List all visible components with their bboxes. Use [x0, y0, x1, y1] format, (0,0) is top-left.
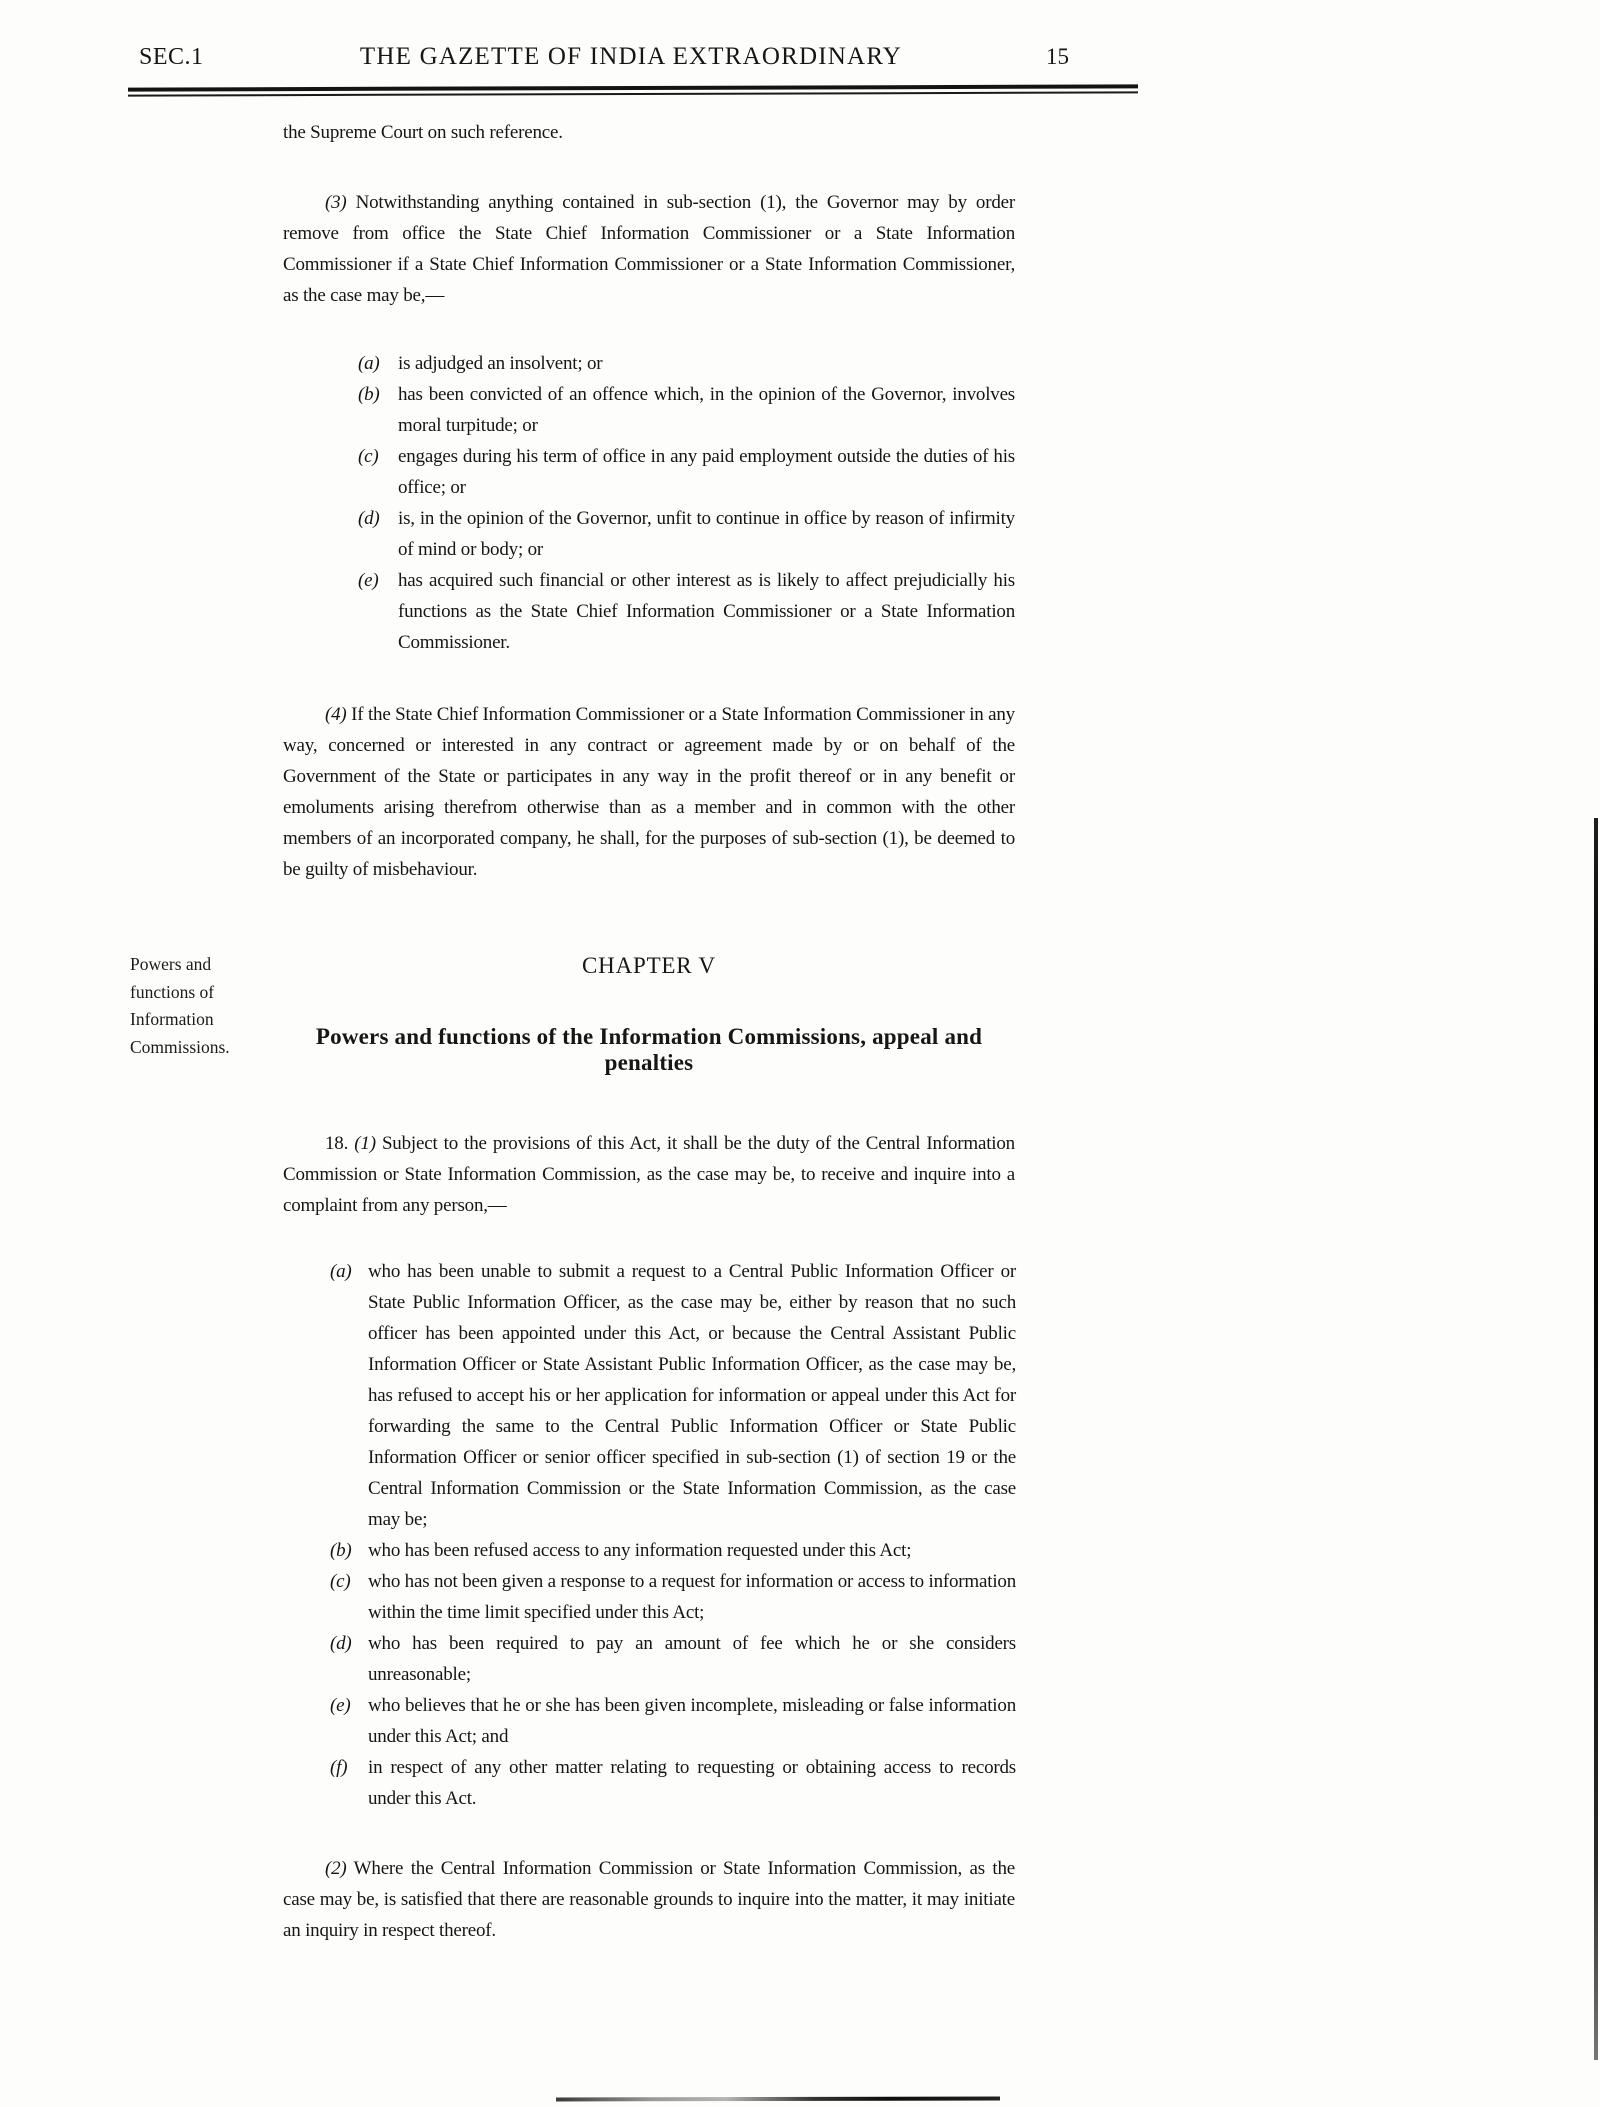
list-item-text: who has been required to pay an amount of fee which he or she considers unreasonable; — [368, 1633, 1016, 1685]
list-item-label: (d) — [330, 1633, 352, 1654]
header-section-label: SEC.1 — [139, 44, 204, 70]
section-18-number: 18. — [325, 1133, 349, 1154]
paragraph-subsection-3 — [283, 187, 1015, 311]
subsection-3-text: Notwithstanding anything contained in sub-section (1), the Governor may by order remove from office the State Chief Information Commissioner or a State Information Commissioner if a State Chief Information Commissioner or a State Information Commissioner, as the case may be,— — [283, 192, 1015, 306]
list-item-text: in respect of any other matter relating to requesting or obtaining access to records under this Act. — [368, 1757, 1016, 1809]
list-item — [330, 1752, 1016, 1814]
list-item — [358, 565, 1015, 658]
subsection-2-marker: (2) — [325, 1858, 347, 1879]
list-item — [330, 1256, 1016, 1535]
list-item-label: (c) — [330, 1571, 351, 1592]
list-item-label: (e) — [330, 1695, 351, 1716]
continuation-paragraph: the Supreme Court on such reference. — [283, 122, 563, 143]
list-item-text: who believes that he or she has been given incomplete, misleading or false information under this Act; and — [368, 1695, 1016, 1747]
list-item-label: (f) — [330, 1757, 348, 1778]
list-item-label: (b) — [330, 1540, 352, 1561]
list-item — [358, 348, 1015, 379]
list-item — [330, 1535, 1016, 1566]
list-item-label: (a) — [358, 353, 380, 374]
list-item-label: (b) — [358, 384, 380, 405]
list-item-label: (e) — [358, 570, 379, 591]
list-item — [330, 1690, 1016, 1752]
list-item-label: (c) — [358, 446, 379, 467]
list-item — [330, 1628, 1016, 1690]
removal-grounds-list — [358, 348, 1015, 658]
list-item-label: (a) — [330, 1261, 352, 1282]
list-item — [358, 441, 1015, 503]
paragraph-subsection-4 — [283, 699, 1015, 885]
list-item — [358, 379, 1015, 441]
page-number: 15 — [1046, 44, 1069, 69]
page-title: THE GAZETTE OF INDIA EXTRAORDINARY — [359, 43, 903, 70]
paragraph-section-18 — [283, 1128, 1015, 1221]
rule-top-line — [128, 84, 1138, 91]
list-item-text: is adjudged an insolvent; or — [398, 353, 603, 374]
section-18-text: Subject to the provisions of this Act, it shall be the duty of the Central Information Commission or State Information Commission, as the case may be, to receive and inquire into a complaint from any person,— — [283, 1133, 1015, 1216]
margin-note: Powers and functions of Information Commissions. — [130, 954, 230, 1057]
rule-bottom-line — [128, 91, 1138, 96]
list-item — [330, 1566, 1016, 1628]
list-item-text: who has been unable to submit a request to a Central Public Information Officer or State Public Information Officer, as the case may be, either by reason that no such officer has been appointed under this Act, or because the Central Assistant Public Information Officer or State Assistant Public Information Officer, as the case may be, has refused to accept his or her application for information or appeal under this Act for forwarding the same to the Central Public Information Officer or State Public Information Officer or senior officer specified in sub-section (1) of section 19 or the Central Information Commission or the State Information Commission, as the case may be; — [368, 1261, 1016, 1530]
scan-edge-line — [1594, 818, 1598, 2060]
list-item-text: has acquired such financial or other interest as is likely to affect prejudicially his functions as the State Chief Information Commissioner or a State Information Commissioner. — [398, 570, 1015, 653]
chapter-title: Powers and functions of the Information Commissions, appeal and penalties — [315, 1024, 983, 1075]
list-item-text: who has not been given a response to a request for information or access to information within the time limit specified under this Act; — [368, 1571, 1016, 1623]
scan-bottom-artifact — [556, 2097, 1000, 2102]
list-item-label: (d) — [358, 508, 380, 529]
header-double-rule — [128, 84, 1138, 96]
complaint-grounds-list — [330, 1256, 1016, 1814]
list-item — [358, 503, 1015, 565]
subsection-4-marker: (4) — [325, 704, 347, 725]
list-item-text: is, in the opinion of the Governor, unfit to continue in office by reason of infirmity of mind or body; or — [398, 508, 1015, 560]
chapter-number: CHAPTER V — [582, 953, 716, 978]
list-item-text: engages during his term of office in any paid employment outside the duties of his office; or — [398, 446, 1015, 498]
subsection-4-text: If the State Chief Information Commissioner or a State Information Commissioner in any way, concerned or interested in any contract or agreement made by or on behalf of the Government of the State or participates in any way in the profit thereof or in any benefit or emoluments arising therefrom otherwise than as a member and in common with the other members of an incorporated company, he shall, for the purposes of sub-section (1), be deemed to be guilty of misbehaviour. — [283, 704, 1015, 880]
list-item-text: has been convicted of an offence which, in the opinion of the Governor, involves moral turpitude; or — [398, 384, 1015, 436]
subsection-3-marker: (3) — [325, 192, 347, 213]
paragraph-subsection-2 — [283, 1853, 1015, 1946]
subsection-2-text: Where the Central Information Commission or State Information Commission, as the case may be, is satisfied that there are reasonable grounds to inquire into the matter, it may initiate an inquiry in respect thereof. — [283, 1858, 1015, 1941]
list-item-text: who has been refused access to any information requested under this Act; — [368, 1540, 912, 1561]
section-18-marker: (1) — [354, 1133, 376, 1154]
